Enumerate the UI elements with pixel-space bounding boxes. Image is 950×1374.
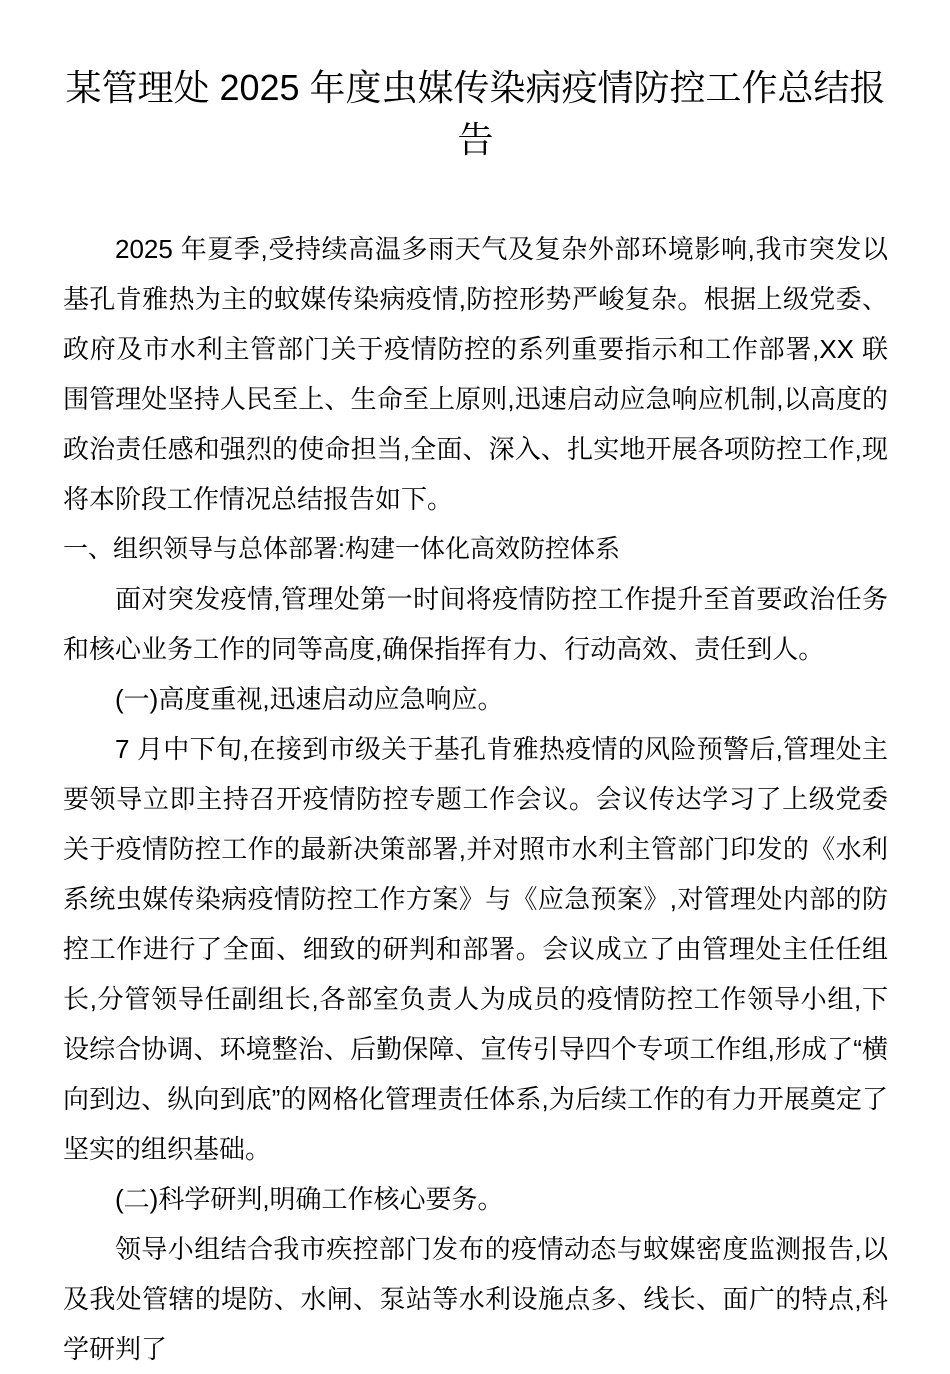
sub-heading-1: (一)高度重视,迅速启动应急响应。 [115,684,504,714]
document-title-text: 某管理处 2025 年度虫媒传染病疫情防控工作总结报告 [65,67,886,160]
section-heading-1: 一、组织领导与总体部署:构建一体化高效防控体系 [63,535,620,563]
document-title [63,62,888,166]
sub-heading-2: (二)科学研判,明确工作核心要务。 [115,1184,504,1214]
paragraph-overview: 面对突发疫情,管理处第一时间将疫情防控工作提升至首要政治任务和核心业务工作的同等高度,确保指挥有力、行动高效、责任到人。 [63,584,888,664]
paragraph-risk-assessment: 领导小组结合我市疾控部门发布的疫情动态与蚊媒密度监测报告,以及我处管辖的堤防、水闸、泵站等水利设施点多、线长、面广的特点,科学研判了 [63,1234,888,1364]
paragraph-intro: 2025 年夏季,受持续高温多雨天气及复杂外部环境影响,我市突发以基孔肯雅热为主的蚊媒传染病疫情,防控形势严峻复杂。根据上级党委、政府及市水利主管部门关于疫情防控的系列重要指示和工作部署,XX 联围管理处坚持人民至上、生命至上原则,迅速启动应急响应机制,以高度的政治责任感和强烈的使命担当,全面、深入、扎实地开展各项防控工作,现将本阶段工作情况总结报告如下。 [63,234,888,514]
paragraph-emergency-response: 7 月中下旬,在接到市级关于基孔肯雅热疫情的风险预警后,管理处主要领导立即主持召开疫情防控专题工作会议。会议传达学习了上级党委关于疫情防控工作的最新决策部署,并对照市水利主管部门印发的《水利系统虫媒传染病疫情防控工作方案》与《应急预案》,对管理处内部的防控工作进行了全面、细致的研判和部署。会议成立了由管理处主任任组长,分管领导任副组长,各部室负责人为成员的疫情防控工作领导小组,下设综合协调、环境整治、后勤保障、宣传引导四个专项工作组,形成了“横向到边、纵向到底”的网格化管理责任体系,为后续工作的有力开展奠定了坚实的组织基础。 [63,734,888,1164]
